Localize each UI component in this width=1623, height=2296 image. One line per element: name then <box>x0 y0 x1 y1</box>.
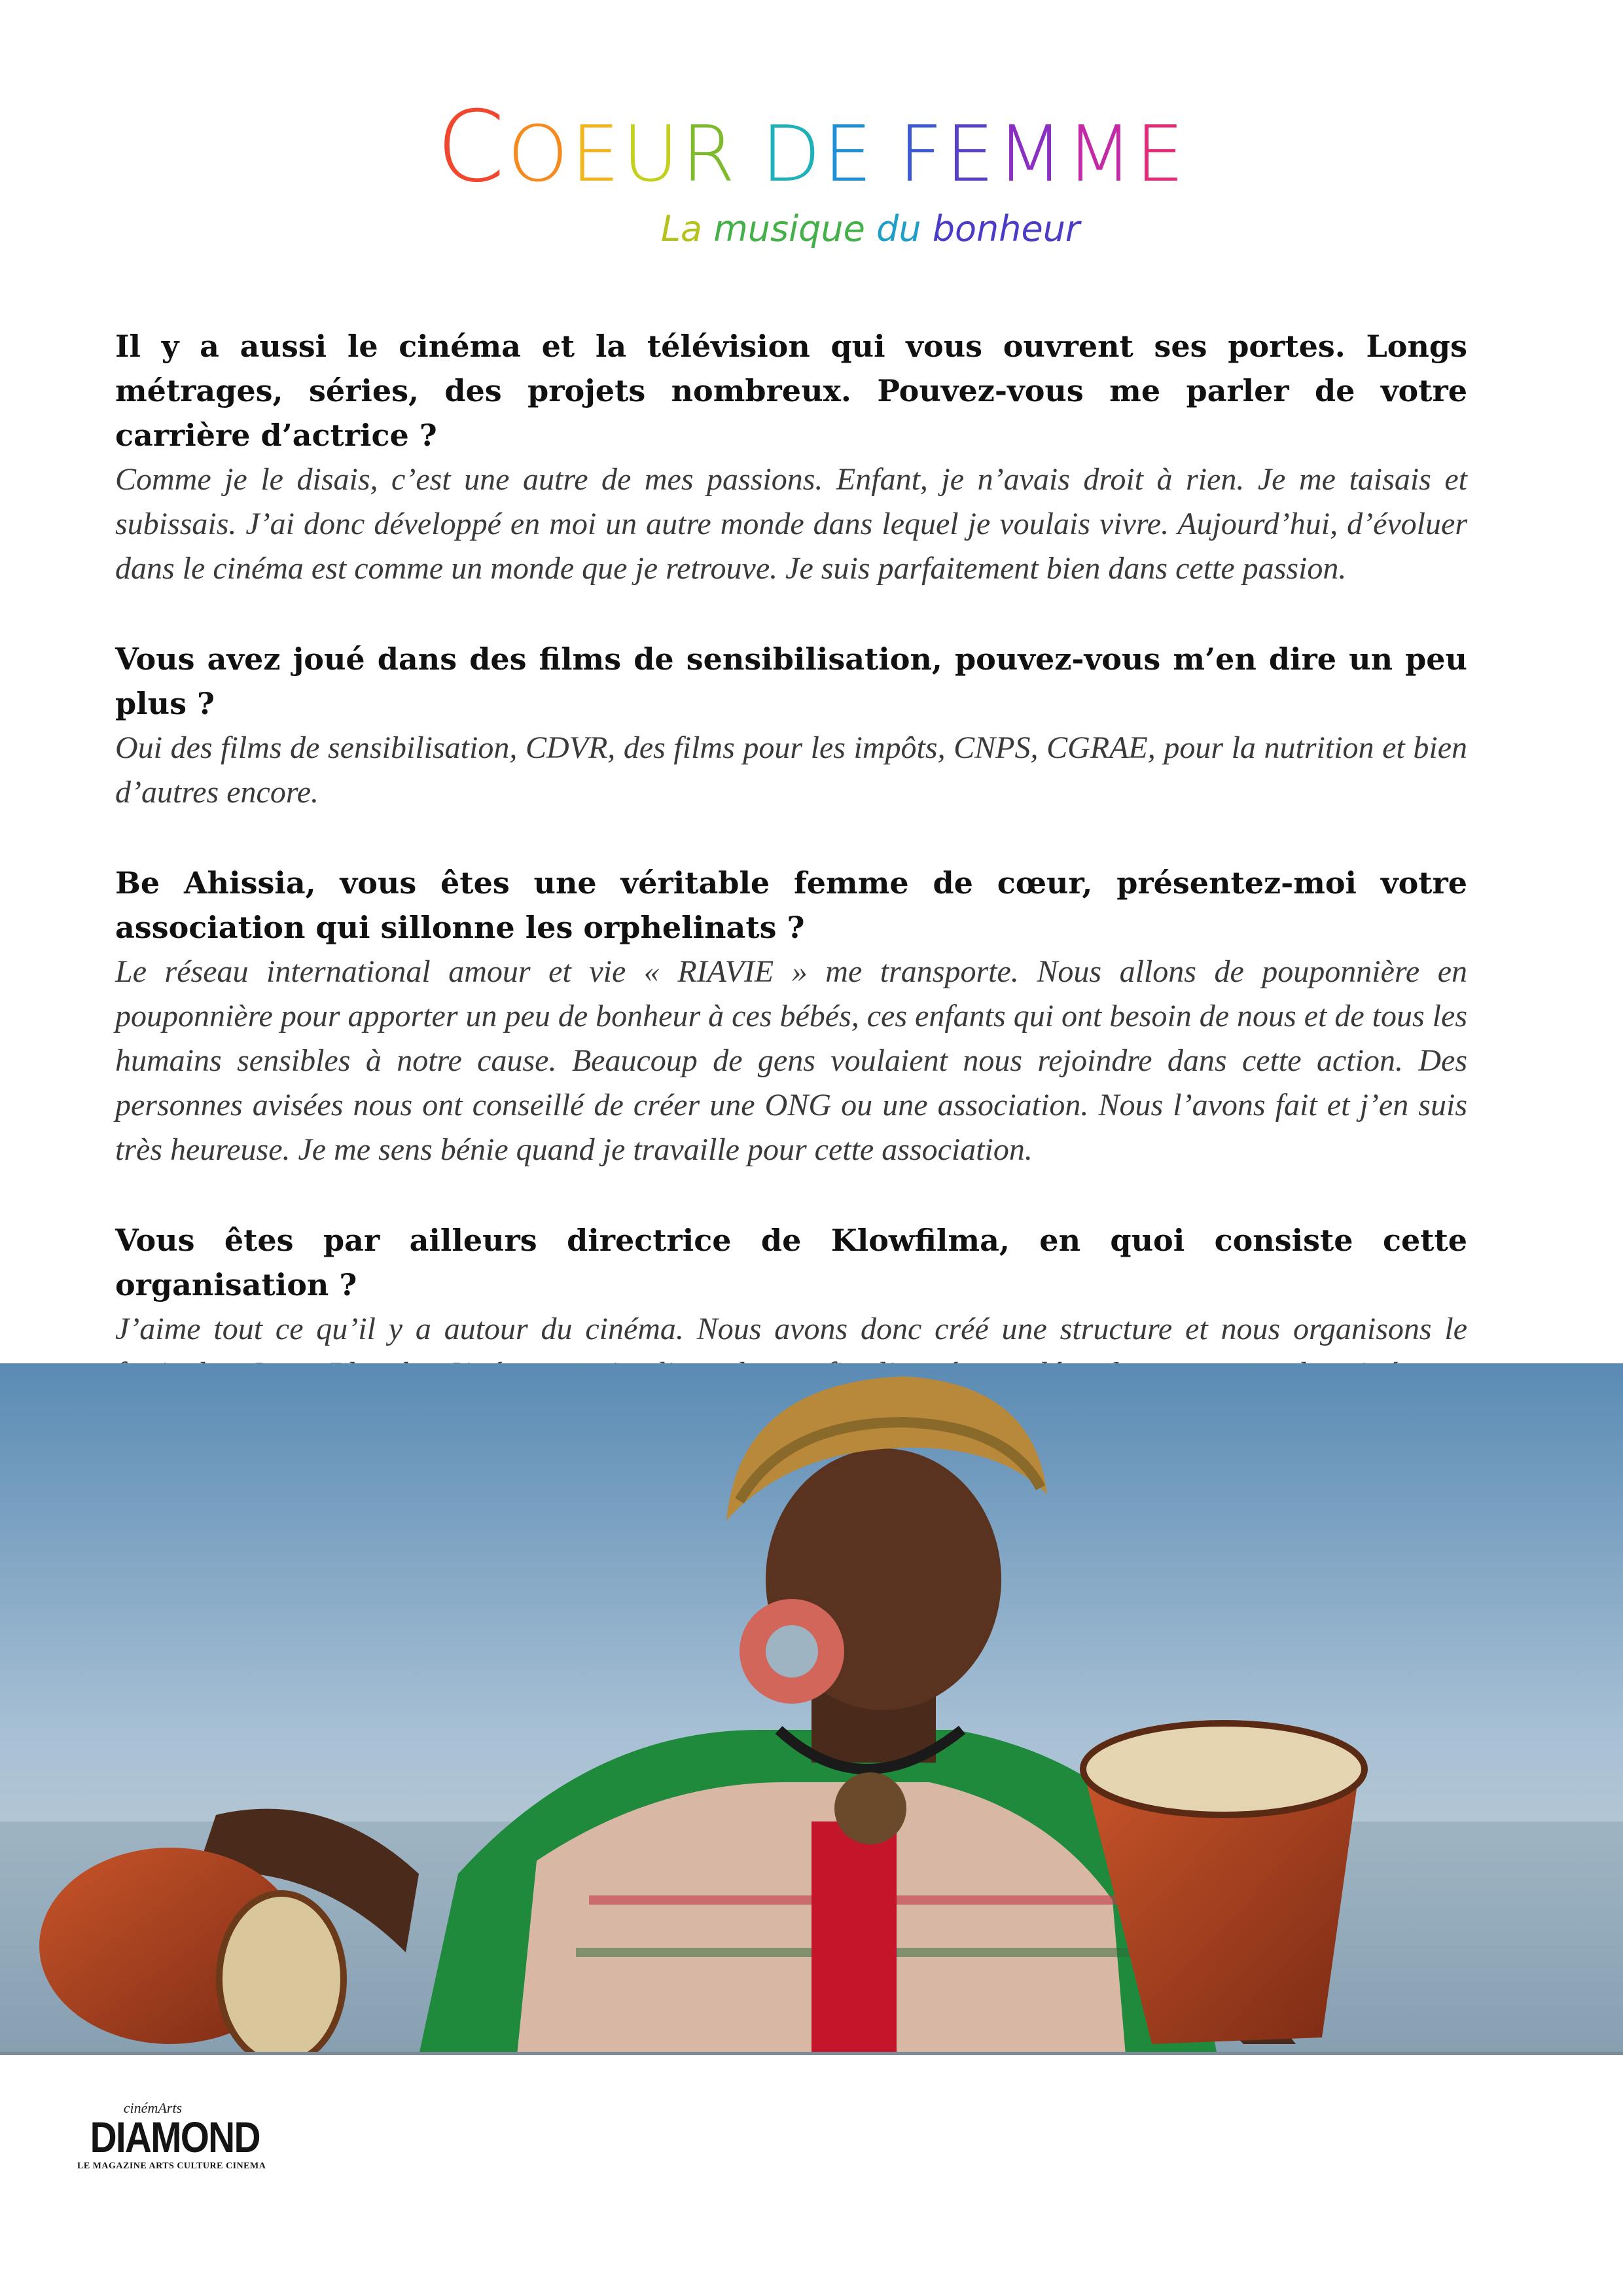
qa-block <box>115 861 1467 1172</box>
title-letter: R <box>681 109 738 199</box>
interview-question: Il y a aussi le cinéma et la télévision qui vous ouvrent ses portes. Longs métrages, séries, des projets nombreux. Pouvez-vous me parler de votre carrière d’actrice ? <box>115 329 1467 453</box>
qa-block <box>115 637 1467 815</box>
logo-tagline: LE MAGAZINE ARTS CULTURE CINEMA <box>77 2161 266 2171</box>
title-letter: C <box>436 90 508 204</box>
subtitle-word: bonheur <box>932 208 1080 249</box>
title-letter: U <box>622 109 682 199</box>
title-letter: M <box>997 109 1066 199</box>
subtitle-word: La <box>660 208 714 249</box>
interview-answer: Oui des films de sensibilisation, CDVR, des films pour les impôts, CNPS, CGRAE, pour la nutrition et bien d’autres encore. <box>115 730 1467 810</box>
interview-question: Vous avez joué dans des films de sensibilisation, pouvez-vous m’en dire un peu plus ? <box>115 641 1467 721</box>
logo-main-text: DIAMOND <box>90 2113 260 2161</box>
portrait-photo <box>0 1363 1623 2055</box>
title-letter: F <box>898 109 946 199</box>
qa-block <box>115 324 1467 591</box>
title-letter: E <box>571 109 622 199</box>
page-title <box>0 90 1623 204</box>
interview-question: Be Ahissia, vous êtes une véritable femme de cœur, présentez-moi votre association qui sillonne les orphelinats ? <box>115 865 1467 945</box>
title-letter: O <box>507 109 571 199</box>
interview-answer: Comme je le disais, c’est une autre de mes passions. Enfant, je n’avais droit à rien. Je me taisais et subissais. J’ai donc développé en moi un autre monde dans lequel je voulais vivre. Aujourd’hui, d’évoluer dans le cinéma est comme un monde que je retrouve. Je suis parfaitement bien dans cette passion. <box>115 462 1467 586</box>
title-letter: D <box>761 109 824 199</box>
title-letter: E <box>823 109 875 199</box>
diamond-magazine-logo <box>77 2100 266 2172</box>
title-letter: E <box>945 109 997 199</box>
subtitle-word: musique <box>713 208 877 249</box>
masthead <box>0 90 1623 249</box>
subtitle-word: du <box>876 208 933 249</box>
title-letter: M <box>1065 109 1135 199</box>
woman-with-djembe-drums-photo <box>0 1363 1623 2055</box>
title-letter: E <box>1135 109 1187 199</box>
interview-question: Vous êtes par ailleurs directrice de Klowfilma, en quoi consiste cette organisation ? <box>115 1223 1467 1302</box>
logo-top-text: cinémArts <box>123 2100 182 2116</box>
page-subtitle <box>0 208 1623 249</box>
photo-border-bottom <box>0 2052 1623 2055</box>
interview-article <box>115 324 1467 1486</box>
interview-answer: Le réseau international amour et vie « RIAVIE » me transporte. Nous allons de pouponnière en pouponnière pour apporter un peu de bonheur à ces bébés, ces enfants qui ont besoin de nous et de tous les humains sensibles à notre cause. Beaucoup de gens voulaient nous rejoindre dans cette action. Des personnes avisées nous ont conseillé de créer une ONG ou une association. Nous l’avons fait et j’en suis très heureuse. Je me sens bénie quand je travaille pour cette association. <box>115 954 1467 1167</box>
interview-answer: J’aime tout ce qu’il y a autour du cinéma. Nous avons donc créé une structure et nous organisons le <box>115 1312 1467 1346</box>
